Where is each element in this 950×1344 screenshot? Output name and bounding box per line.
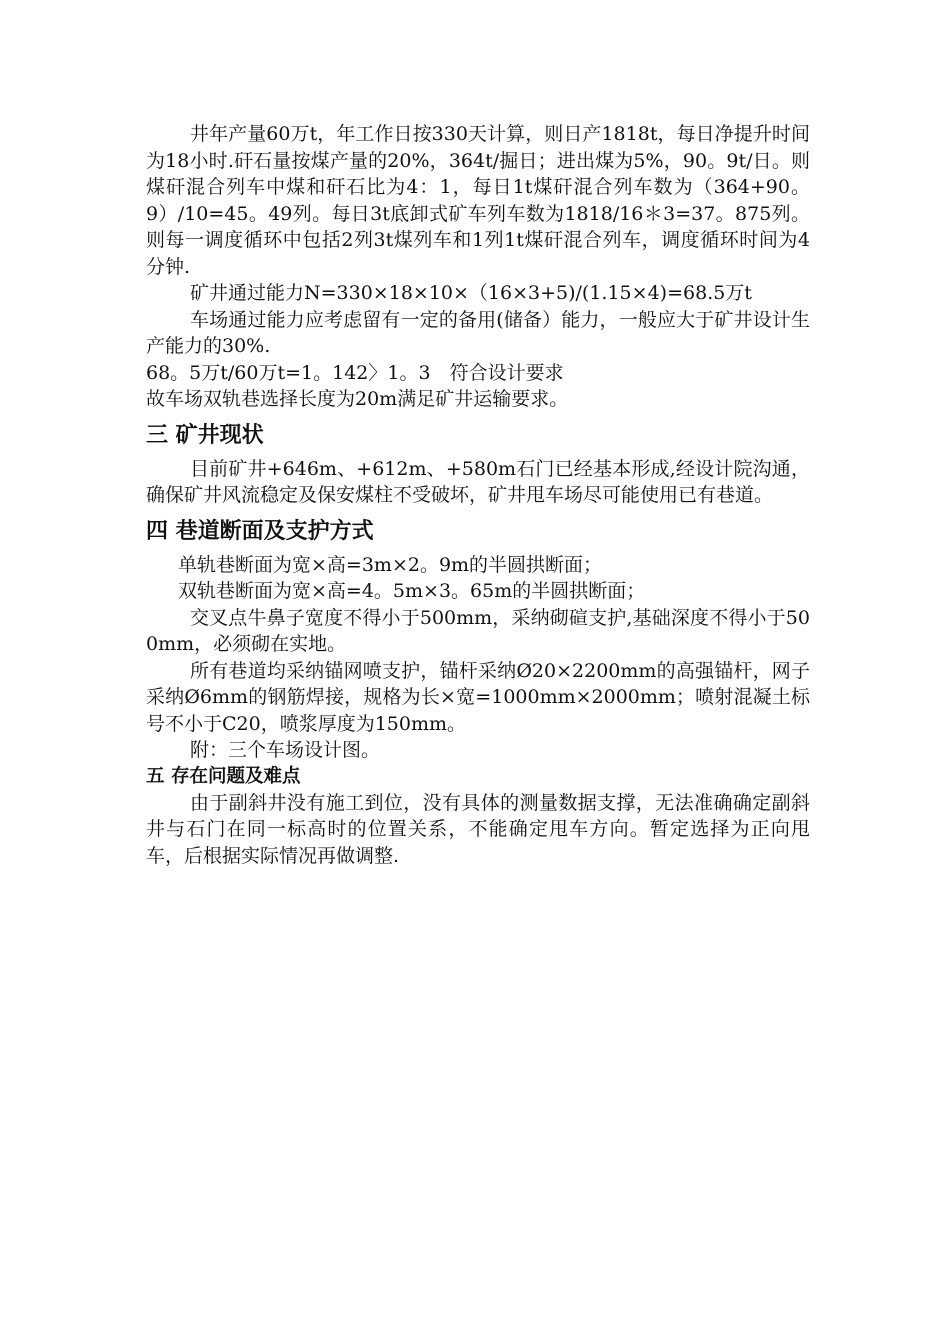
- paragraph-track-length: 故车场双轨巷选择长度为20m满足矿井运输要求。: [146, 388, 569, 410]
- paragraph-mine-capacity: 矿井通过能力N=330×18×10×（16×3+5)/(1.15×4)=68.5万t: [190, 282, 752, 304]
- paragraph-double-track: 双轨巷断面为宽×高=4。5m×3。65m的半圆拱断面；: [178, 580, 646, 602]
- heading-roadway-support: 四 巷道断面及支护方式: [146, 518, 374, 544]
- paragraph-intersection: 交叉点牛鼻子宽度不得小于500mm，采纳砌碹支护,基础深度不得小于500mm，必须砌在实地。: [146, 606, 810, 655]
- paragraph-single-track: 单轨巷断面为宽×高=3m×2。9m的半圆拱断面；: [178, 553, 603, 576]
- heading-mine-status: 三 矿井现状: [146, 422, 264, 448]
- paragraph-problems: 由于副斜井没有施工到位，没有具体的测量数据支撑，无法准确确定副斜井与石门在同一标高时的位置关系，不能确定甩车方向。暂定选择为正向甩车，后根据实际情况再做调整.: [146, 791, 810, 867]
- paragraph-mine-status: 目前矿井+646m、+612m、+580m石门已经基本形成,经设计院沟通，确保矿井风流稳定及保安煤柱不受破坏，矿井甩车场尽可能使用已有巷道。: [146, 457, 810, 506]
- paragraph-attachment: 附：三个车场设计图。: [190, 739, 381, 761]
- paragraph-ratio-check: 68。5万t/60万t=1。142〉1。3 符合设计要求: [146, 361, 564, 384]
- paragraph-daily-output: 井年产量60万t，年工作日按330天计算，则日产1818t，每日净提升时间为18小时.矸石量按煤产量的20%，364t/掘日；进出煤为5%，90。9t/日。则煤矸混合列车中煤和矸石比为4：1，每日1t煤矸混合列车数为（364+90。9）/10=45。49列。每日3t底卸式矿车列车数为1818/16＊3=37。875列。则每一调度循环中包括2列3t煤列车和1列1t煤矸混合列车，调度循环时间为4分钟.: [146, 123, 810, 278]
- paragraph-bolt-mesh: 所有巷道均采纳锚网喷支护，锚杆采纳Ø20×2200mm的高强锚杆，网子采纳Ø6mm的钢筋焊接，规格为长×宽=1000mm×2000mm；喷射混凝土标号不小于C20，喷浆厚度为150mm。: [146, 659, 810, 735]
- document-page: [146, 121, 810, 869]
- heading-problems: 五 存在问题及难点: [146, 765, 301, 787]
- paragraph-yard-capacity: 车场通过能力应考虑留有一定的备用(储备）能力，一般应大于矿井设计生产能力的30%.: [146, 308, 810, 357]
